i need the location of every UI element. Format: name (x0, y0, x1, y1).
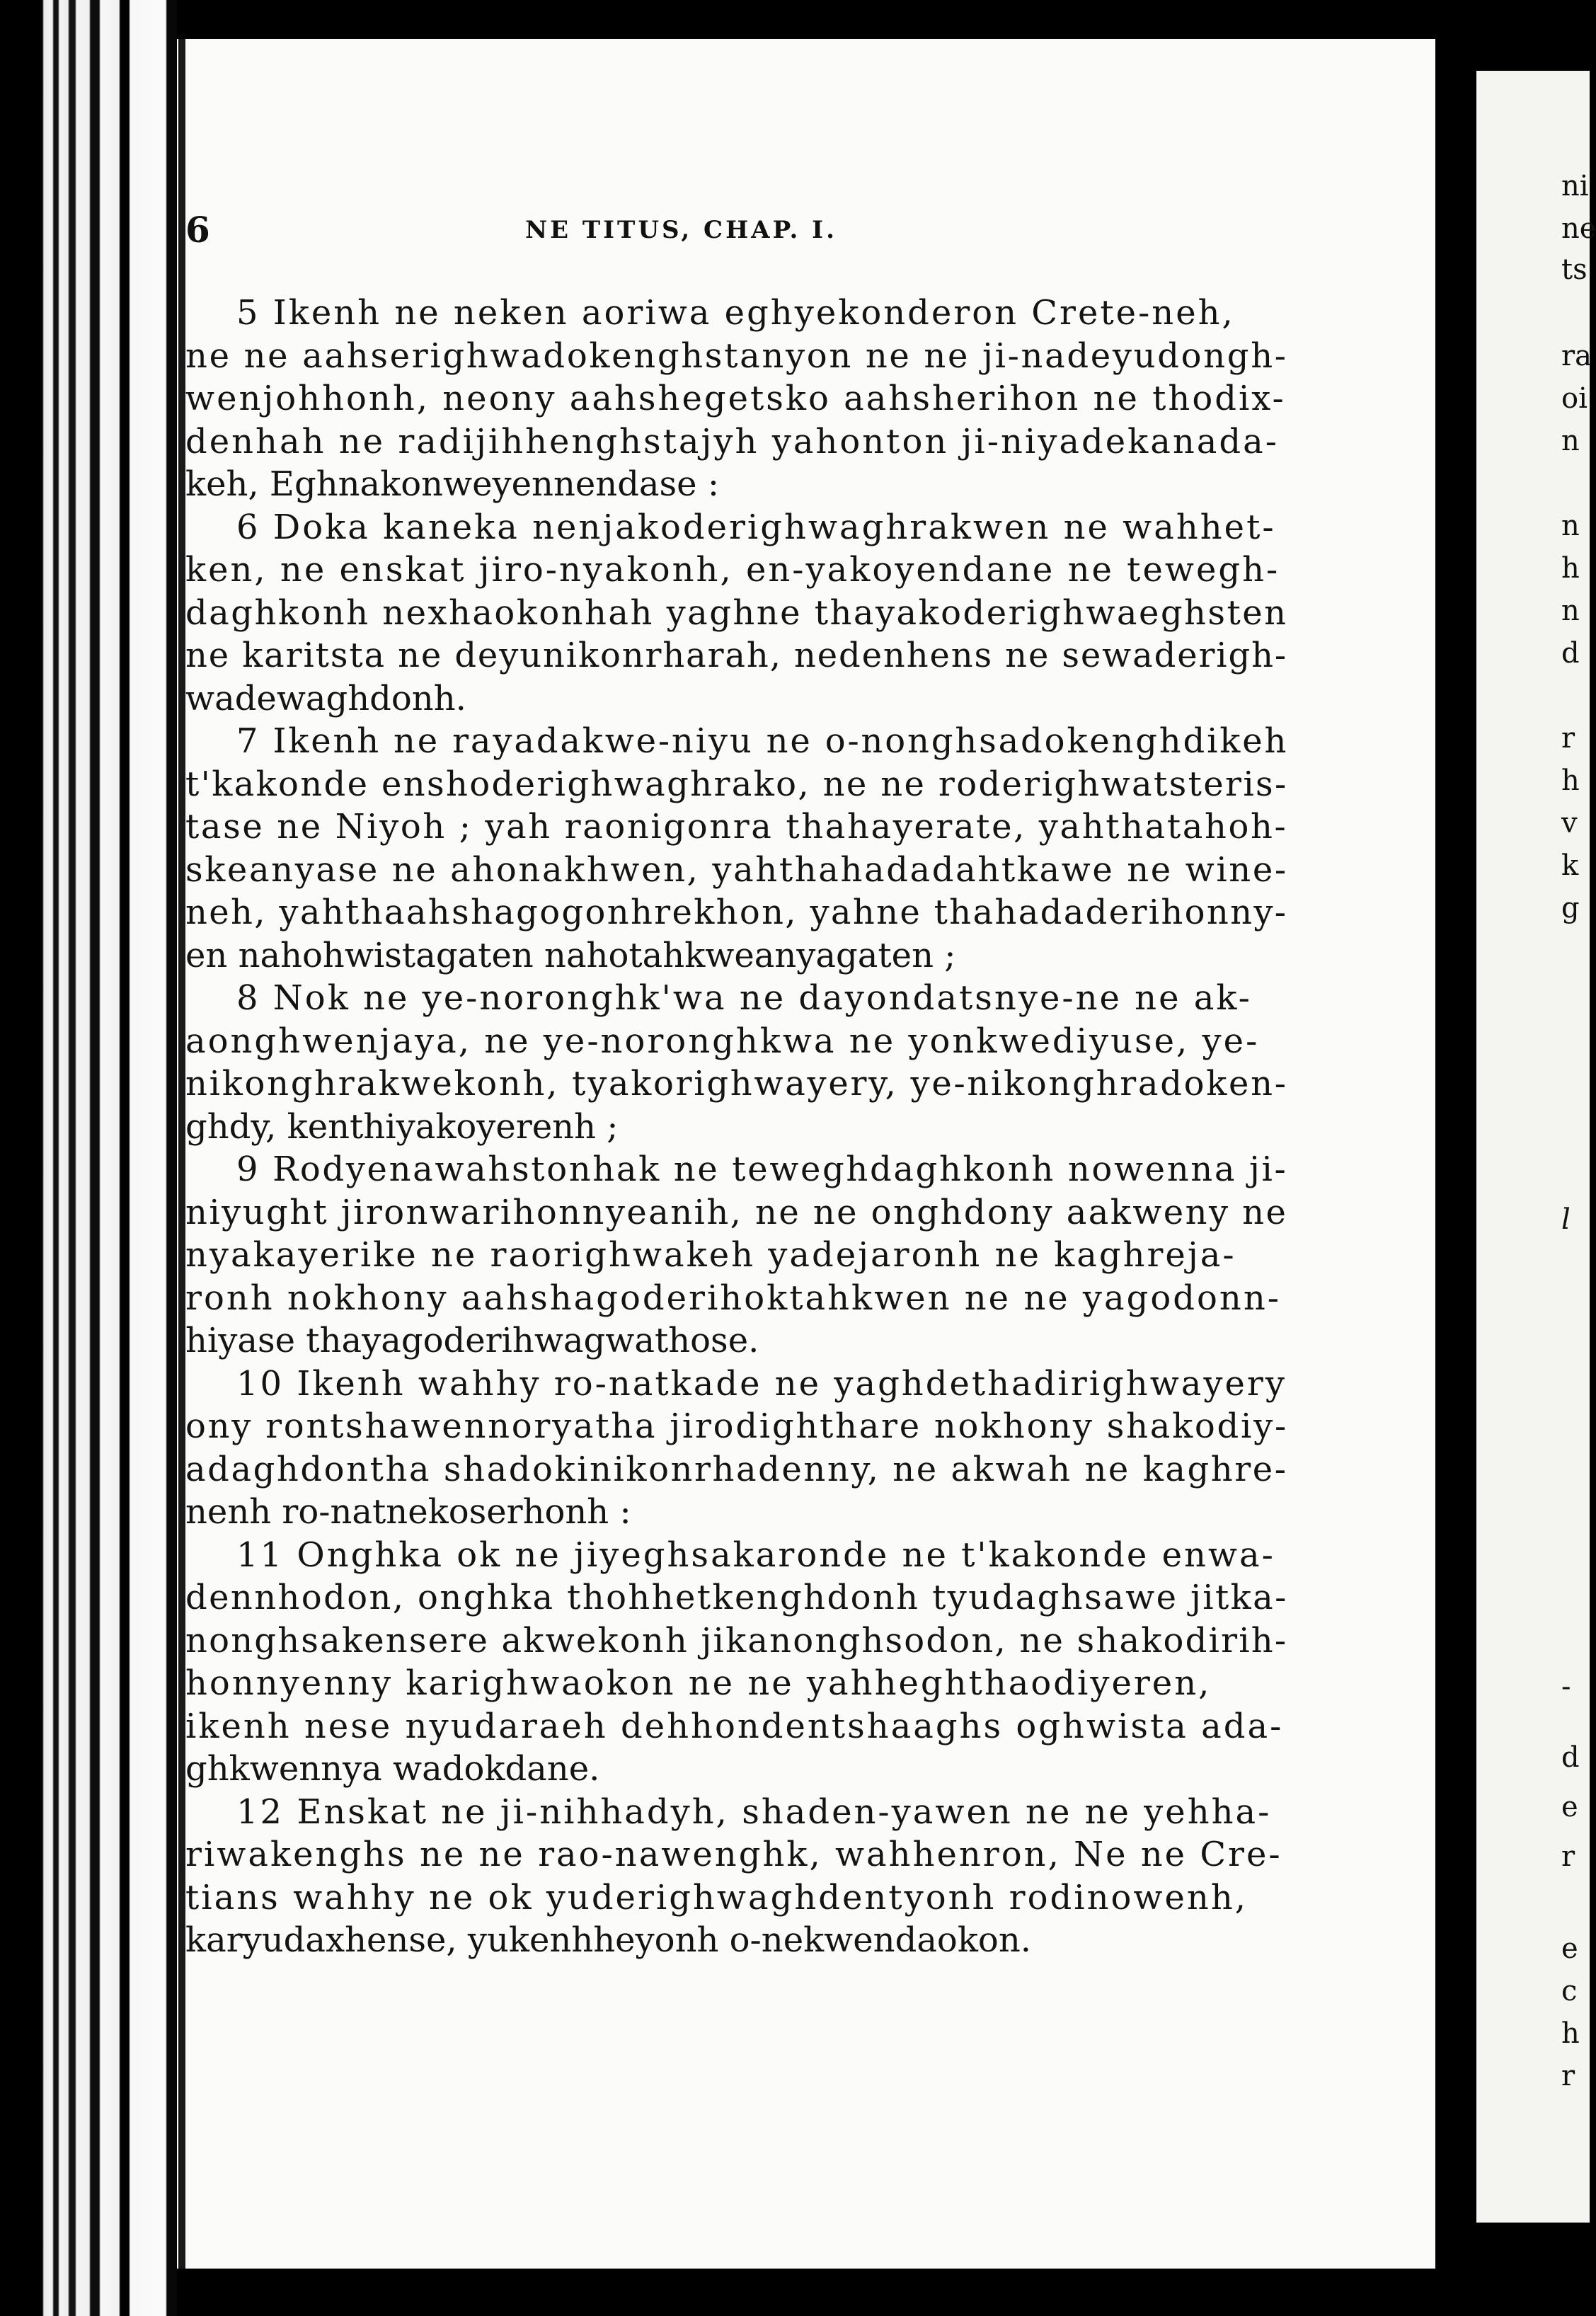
verse-line (185, 1106, 1286, 1149)
verse-line-text: t'kakonde enshoderighwaghrako, ne ne roderighwatsteris- (185, 764, 1288, 804)
verse-line (185, 1319, 1286, 1363)
verse-line-text: ne karitsta ne deyunikonrharah, nedenhens ne sewaderigh- (185, 636, 1288, 675)
verse-line-text: wenjohhonh, neony aahshegetsko aahsherihon ne thodix- (185, 379, 1286, 418)
verse-line-text: Ikenh ne neken aoriwa eghyekonderon Crete-neh, (272, 293, 1235, 333)
verse-number: 6 (236, 507, 273, 547)
verse-line-text: honnyenny karighwaokon ne ne yahheghthaodiyeren, (185, 1663, 1212, 1703)
verse-line (185, 1405, 1286, 1448)
verse-number: 11 (236, 1535, 297, 1575)
verse-line-text: Nok ne ye-noronghk'wa ne dayondatsnye-ne ne ak- (272, 978, 1252, 1018)
verse-line (185, 677, 1286, 721)
verse-line (185, 720, 1289, 763)
verse-body (185, 292, 1289, 1962)
facing-page-edge (1476, 71, 1596, 2223)
verse-line-text: adaghdontha shadokinikonrhadenny, ne akwah ne kaghre- (185, 1449, 1288, 1489)
verse-line-text: ghkwennya wadokdane. (185, 1749, 600, 1789)
verse-line-text: keh, Eghnakonweyennendase : (185, 464, 720, 504)
verse-line (185, 934, 1286, 978)
verse-line-text: denhah ne radijihhenghstajyh yahonton ji-niyadekanada- (185, 421, 1279, 462)
verse-line-text: en nahohwistagaten nahotahkweanyagaten ; (185, 935, 956, 975)
verse-line-text: tase ne Niyoh ; yah raonigonra thahayerate, yahthatahoh- (185, 807, 1288, 847)
verse-line-text: Doka kaneka nenjakoderighwaghrakwen ne wahhet- (272, 507, 1276, 547)
verse-line (185, 1448, 1286, 1491)
verse-paragraph (185, 1791, 1286, 1962)
verse-line (185, 1363, 1286, 1406)
facing-page-fragment: oi (1561, 382, 1588, 415)
running-title: NE TITUS, CHAP. I. (525, 216, 837, 244)
verse-number: 9 (236, 1150, 273, 1189)
facing-page-fragment: h (1561, 552, 1580, 585)
verse-line (185, 463, 1286, 506)
verse-number: 7 (236, 721, 273, 761)
verse-line-text: skeanyase ne ahonakhwen, yahthahadadahtkawe ne wine- (185, 849, 1288, 890)
facing-page-fragment: ni (1561, 170, 1589, 202)
verse-paragraph (185, 506, 1286, 721)
verse-line (185, 506, 1286, 549)
verse-line-text: ikenh nese nyudaraeh dehhondentshaaghs oghwista ada- (185, 1706, 1284, 1746)
verse-line (185, 1534, 1286, 1577)
verse-number: 5 (236, 293, 273, 333)
facing-page-fragment: d (1561, 1741, 1580, 1774)
facing-page-fragment: c (1561, 1975, 1578, 2007)
facing-page-fragment: r (1561, 2060, 1575, 2092)
verse-line-text: wadewaghdonh. (185, 678, 466, 718)
facing-page-fragment: ne (1561, 212, 1596, 245)
facing-page-fragment: ts (1561, 253, 1588, 286)
verse-line (185, 549, 1286, 592)
verse-line (185, 420, 1286, 464)
verse-line (185, 1020, 1286, 1063)
facing-page-fragment: n (1561, 425, 1580, 457)
verse-line (185, 806, 1286, 849)
verse-number: 10 (236, 1363, 297, 1404)
verse-line (185, 1662, 1286, 1705)
verse-line-text: ony rontshawennoryatha jirodighthare nokhony shakodiy- (185, 1406, 1288, 1446)
verse-line (185, 1748, 1286, 1791)
verse-line (185, 1062, 1286, 1106)
verse-line-text: riwakenghs ne ne rao-nawenghk, wahhenron, Ne ne Cre- (185, 1835, 1282, 1874)
page-number: 6 (185, 209, 210, 251)
verse-number: 12 (236, 1792, 297, 1832)
facing-page-fragment: ra (1561, 340, 1592, 372)
facing-page-fragment: r (1561, 722, 1575, 755)
facing-page-fragment: n (1561, 510, 1580, 542)
facing-page-fragment: r (1561, 1840, 1575, 1873)
verse-line-text: karyudaxhense, yukenhheyonh o-nekwendaokon. (185, 1920, 1031, 1960)
verse-line-text: Onghka ok ne jiyeghsakaronde ne t'kakonde enwa- (297, 1535, 1275, 1575)
verse-paragraph (185, 1534, 1286, 1791)
verse-line-text: ghdy, kenthiyakoyerenh ; (185, 1106, 619, 1147)
verse-line-text: niyught jironwarihonnyeanih, ne ne onghdony aakweny ne (185, 1192, 1288, 1232)
verse-line-text: nikonghrakwekonh, tyakorighwayery, ye-nikonghradoken- (185, 1064, 1288, 1103)
page-edge-rule (178, 39, 185, 2269)
verse-line (185, 977, 1286, 1020)
verse-line-text: nyakayerike ne raorighwakeh yadejaronh ne kaghreja- (185, 1235, 1236, 1275)
page-gutter (1435, 0, 1476, 2316)
verse-line (185, 634, 1286, 677)
verse-line (185, 377, 1286, 420)
verse-line (185, 1791, 1286, 1834)
verse-line (185, 1620, 1286, 1663)
facing-page-fragment: l (1561, 1203, 1571, 1236)
verse-line-text: neh, yahthaahshagogonhrekhon, yahne thahadaderihonny- (185, 893, 1288, 932)
facing-page-fragment: k (1561, 849, 1579, 882)
book-binding-edge (0, 0, 177, 2316)
facing-page-fragment: v (1561, 807, 1578, 839)
verse-line (185, 763, 1286, 806)
verse-paragraph (185, 1148, 1286, 1363)
verse-line (185, 1277, 1286, 1320)
verse-line (185, 1576, 1286, 1620)
facing-page-fragment: d (1561, 637, 1580, 670)
verse-line-text: Ikenh ne rayadakwe-niyu ne o-nonghsadokenghdikeh (272, 721, 1289, 761)
facing-page-fragment: h (1561, 2017, 1580, 2050)
verse-line (185, 1876, 1286, 1920)
verse-line-text: dennhodon, onghka thohhetkenghdonh tyudaghsawe jitka- (185, 1578, 1288, 1617)
verse-line-text: ronh nokhony aahshagoderihoktahkwen ne ne yagodonn- (185, 1278, 1281, 1318)
verse-line (185, 335, 1286, 378)
facing-page-fragment: e (1561, 1791, 1578, 1823)
verse-paragraph (185, 1363, 1286, 1534)
verse-paragraph (185, 720, 1289, 977)
verse-line (185, 1191, 1286, 1234)
verse-line-text: Enskat ne ji-nihhadyh, shaden-yawen ne ne yehha- (297, 1792, 1272, 1832)
verse-line (185, 592, 1286, 635)
verse-line-text: daghkonh nexhaokonhah yaghne thayakoderighwaeghsten (185, 592, 1288, 633)
verse-line (185, 1705, 1286, 1748)
verse-line (185, 891, 1286, 934)
verse-line (185, 1148, 1286, 1191)
verse-line-text: nenh ro-natnekoserhonh : (185, 1492, 631, 1532)
verse-paragraph (185, 977, 1286, 1148)
verse-number: 8 (236, 978, 273, 1018)
verse-paragraph (185, 292, 1286, 506)
verse-line (185, 849, 1286, 892)
facing-page-fragment: g (1561, 892, 1580, 924)
verse-line (185, 1234, 1286, 1277)
running-head (178, 209, 1433, 251)
verse-line (185, 1833, 1286, 1876)
facing-page-fragment: n (1561, 595, 1580, 627)
facing-page-fragment: e (1561, 1932, 1578, 1965)
verse-line-text: Ikenh wahhy ro-natkade ne yaghdethadirighwayery (297, 1363, 1287, 1404)
verse-line-text: nonghsakensere akwekonh jikanonghsodon, ne shakodirih- (185, 1620, 1288, 1661)
verse-line (185, 292, 1286, 335)
verse-line-text: tians wahhy ne ok yuderighwaghdentyonh rodinowenh, (185, 1877, 1248, 1917)
verse-line (185, 1491, 1286, 1534)
verse-line-text: ken, ne enskat jiro-nyakonh, en-yakoyendane ne tewegh- (185, 550, 1280, 590)
verse-line-text: aonghwenjaya, ne ye-noronghkwa ne yonkwediyuse, ye- (185, 1021, 1260, 1061)
facing-page-fragment: - (1561, 1670, 1571, 1703)
verse-line-text: Rodyenawahstonhak ne teweghdaghkonh nowenna ji- (272, 1150, 1288, 1189)
facing-page-fragment: h (1561, 764, 1580, 797)
verse-line (185, 1919, 1286, 1962)
verse-line-text: ne ne aahserighwadokenghstanyon ne ne ji-nadeyudongh- (185, 336, 1288, 376)
verse-line-text: hiyase thayagoderihwagwathose. (185, 1321, 759, 1360)
